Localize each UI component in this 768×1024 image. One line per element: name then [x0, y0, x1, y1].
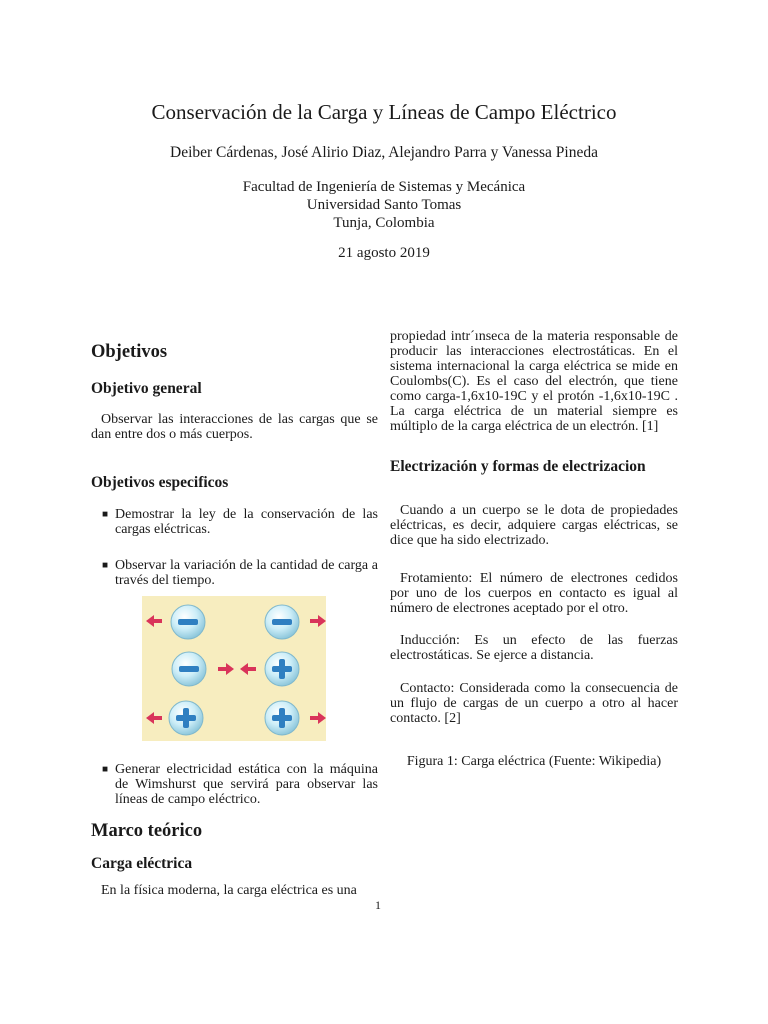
objectives-list: [91, 558, 378, 588]
objectives-list: [91, 507, 378, 537]
paper-date: 21 agosto 2019: [338, 245, 430, 261]
list-item: [91, 507, 378, 537]
subsection-objetivos-especificos: Objetivos especificos: [91, 474, 229, 491]
section-objetivos: Objetivos: [91, 342, 168, 362]
bullet-icon: ■: [102, 560, 109, 571]
arrow-icon: [240, 663, 256, 675]
positive-charge: [265, 701, 299, 735]
objective-text: Observar la variación de la cantidad de carga a través del tiempo.: [115, 558, 378, 588]
carga-electrica-text: En la física moderna, la carga eléctrica es una: [101, 883, 357, 898]
subsection-objetivo-general: Objetivo general: [91, 380, 202, 397]
subsection-electrizacion: Electrización y formas de electrizacion: [390, 458, 646, 475]
positive-charge: [265, 652, 299, 686]
negative-charge: [171, 605, 205, 639]
subsection-carga-electrica: Carga eléctrica: [91, 855, 193, 872]
induccion-paragraph: Inducción: Es un efecto de las fuerzas electrostáticas. Se ejerce a distancia.: [390, 633, 678, 663]
paper-title: Conservación de la Carga y Líneas de Campo Eléctrico: [151, 100, 617, 124]
charge-figure: [142, 596, 326, 741]
positive-charge: [169, 701, 203, 735]
bullet-icon: ■: [102, 764, 109, 775]
objective-text: Generar electricidad estática con la máquina de Wimshurst que servirá para observar las líneas de campo eléctrico.: [115, 762, 378, 807]
negative-charge: [265, 605, 299, 639]
arrow-icon: [218, 663, 234, 675]
arrow-icon: [146, 615, 162, 627]
affiliation-location: Tunja, Colombia: [333, 215, 435, 231]
authors: Deiber Cárdenas, José Alirio Diaz, Alejandro Parra y Vanessa Pineda: [170, 144, 598, 161]
section-marco-teorico: Marco teórico: [91, 821, 203, 841]
frotamiento-paragraph: Frotamiento: El número de electrones cedidos por uno de los cuerpos en contacto es igual al número de electrones aceptado por el otro.: [390, 571, 678, 616]
negative-charge: [172, 652, 206, 686]
list-item: [91, 762, 378, 807]
objectives-list: [91, 762, 378, 807]
objetivo-general-text: Observar las interacciones de las cargas que se dan entre dos o más cuerpos.: [91, 412, 378, 442]
arrow-icon: [310, 712, 326, 724]
charge-illustration: [142, 596, 326, 741]
objective-text: Demostrar la ley de la conservación de las cargas eléctricas.: [115, 507, 378, 537]
page-number: 1: [375, 898, 381, 912]
affiliation-university: Universidad Santo Tomas: [306, 197, 462, 213]
bullet-icon: ■: [102, 509, 109, 520]
electrizacion-paragraph: Cuando a un cuerpo se le dota de propiedades eléctricas, es decir, adquiere cargas eléctricas, se dice que ha sido electrizado.: [390, 503, 678, 548]
contacto-paragraph: Contacto: Considerada como la consecuencia de un flujo de cargas de un cuerpo a otro al hacer contacto. [2]: [390, 681, 678, 726]
arrow-icon: [310, 615, 326, 627]
figure-caption: Figura 1: Carga eléctrica (Fuente: Wikipedia): [406, 754, 662, 769]
affiliation-faculty: Facultad de Ingeniería de Sistemas y Mecánica: [242, 179, 526, 195]
carga-electrica-continuation: propiedad intr´ınseca de la materia responsable de producir las interacciones electrostáticas. En el sistema internacional la carga eléctrica se mide en Coulombs(C). Es el caso del electrón, que tiene como carga-1,6x10-19C y el protón -1,6x10-19C . La carga eléctrica de un material siempre es múltiplo de la carga eléctrica de un electrón. [1]: [390, 329, 678, 434]
list-item: [91, 558, 378, 588]
arrow-icon: [146, 712, 162, 724]
